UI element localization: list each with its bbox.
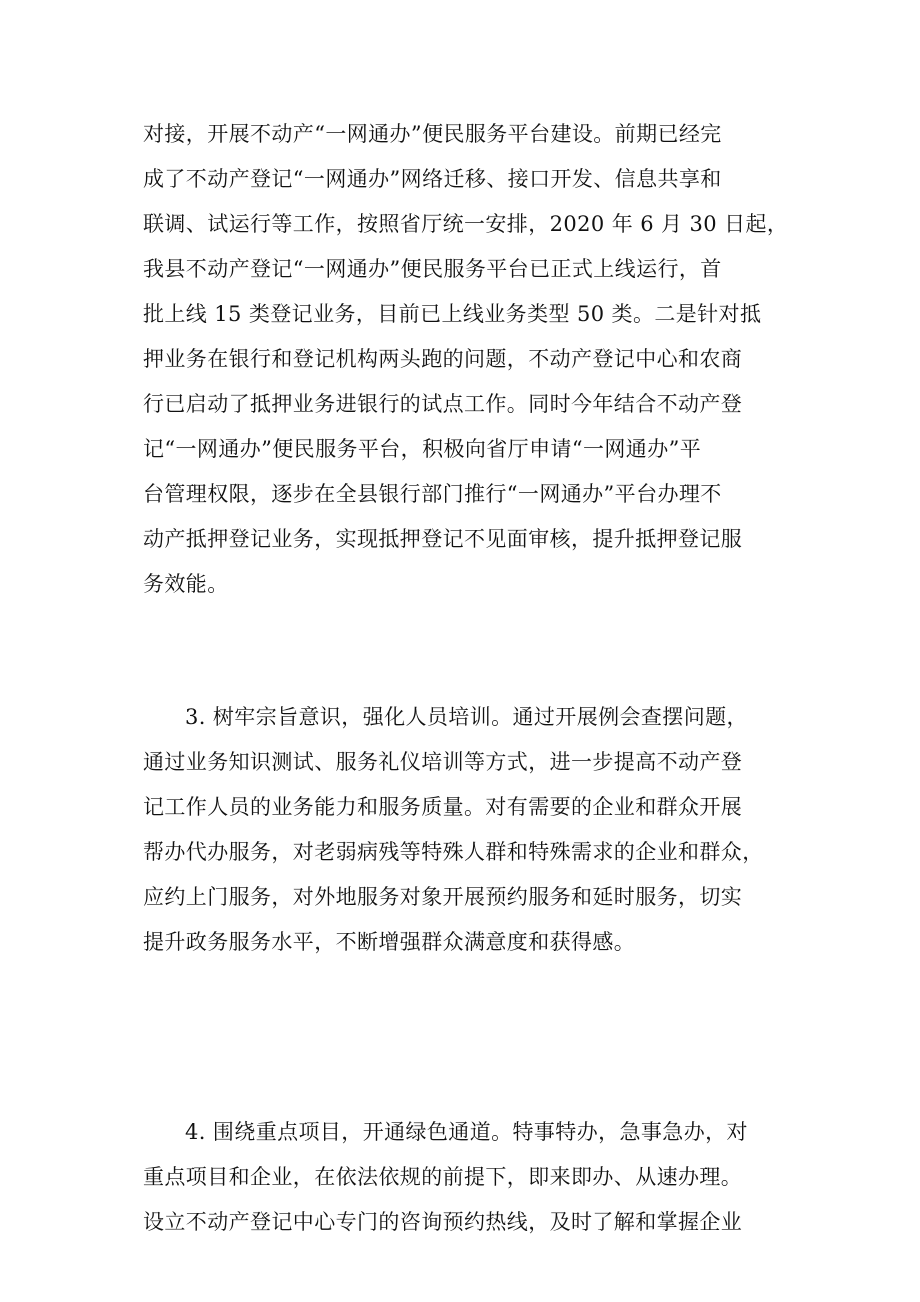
text-line: 通过业务知识测试、服务礼仪培训等方式，进一步提高不动产登 — [143, 750, 743, 774]
text-line: 对接，开展不动产“一网通办”便民服务平台建设。前期已经完 — [143, 122, 722, 146]
text-line: 记“一网通办”便民服务平台，积极向省厅申请“一网通办”平 — [143, 437, 702, 461]
text-line: 行已启动了抵押业务进银行的试点工作。同时今年结合不动产登 — [143, 392, 743, 416]
text-line: 务效能。 — [143, 572, 229, 596]
text-line: 台管理权限，逐步在全县银行部门推行“一网通办”平台办理不 — [143, 482, 722, 506]
text-line: 成了不动产登记“一网通办”网络迁移、接口开发、信息共享和 — [143, 167, 722, 191]
text-line: 重点项目和企业，在依法依规的前提下，即来即办、从速办理。 — [143, 1165, 743, 1189]
text-line: 提升政务服务水平，不断增强群众满意度和获得感。 — [143, 930, 636, 954]
paragraph-green-channel — [143, 1110, 803, 1245]
paragraph-staff-training — [143, 695, 803, 965]
text-line: 记工作人员的业务能力和服务质量。对有需要的企业和群众开展 — [143, 795, 743, 819]
text-line: 我县不动产登记“一网通办”便民服务平台已正式上线运行，首 — [143, 257, 722, 281]
text-line: 帮办代办服务，对老弱病残等特殊人群和特殊需求的企业和群众， — [143, 840, 764, 864]
text-line: 3. 树牢宗旨意识，强化人员培训。通过开展例会查摆问题， — [185, 705, 748, 729]
text-line: 批上线 15 类登记业务，目前已上线业务类型 50 类。二是针对抵 — [143, 302, 762, 326]
text-line: 4. 围绕重点项目，开通绿色通道。特事特办，急事急办，对 — [185, 1120, 748, 1144]
text-line: 动产抵押登记业务，实现抵押登记不见面审核，提升抵押登记服 — [143, 527, 743, 551]
text-line: 设立不动产登记中心专门的咨询预约热线，及时了解和掌握企业 — [143, 1210, 743, 1234]
text-line: 联调、试运行等工作，按照省厅统一安排，2020 年 6 月 30 日起， — [143, 212, 789, 236]
text-line: 应约上门服务，对外地服务对象开展预约服务和延时服务，切实 — [143, 885, 743, 909]
paragraph-platform-construction — [143, 112, 803, 607]
text-line: 押业务在银行和登记机构两头跑的问题，不动产登记中心和农商 — [143, 347, 743, 371]
